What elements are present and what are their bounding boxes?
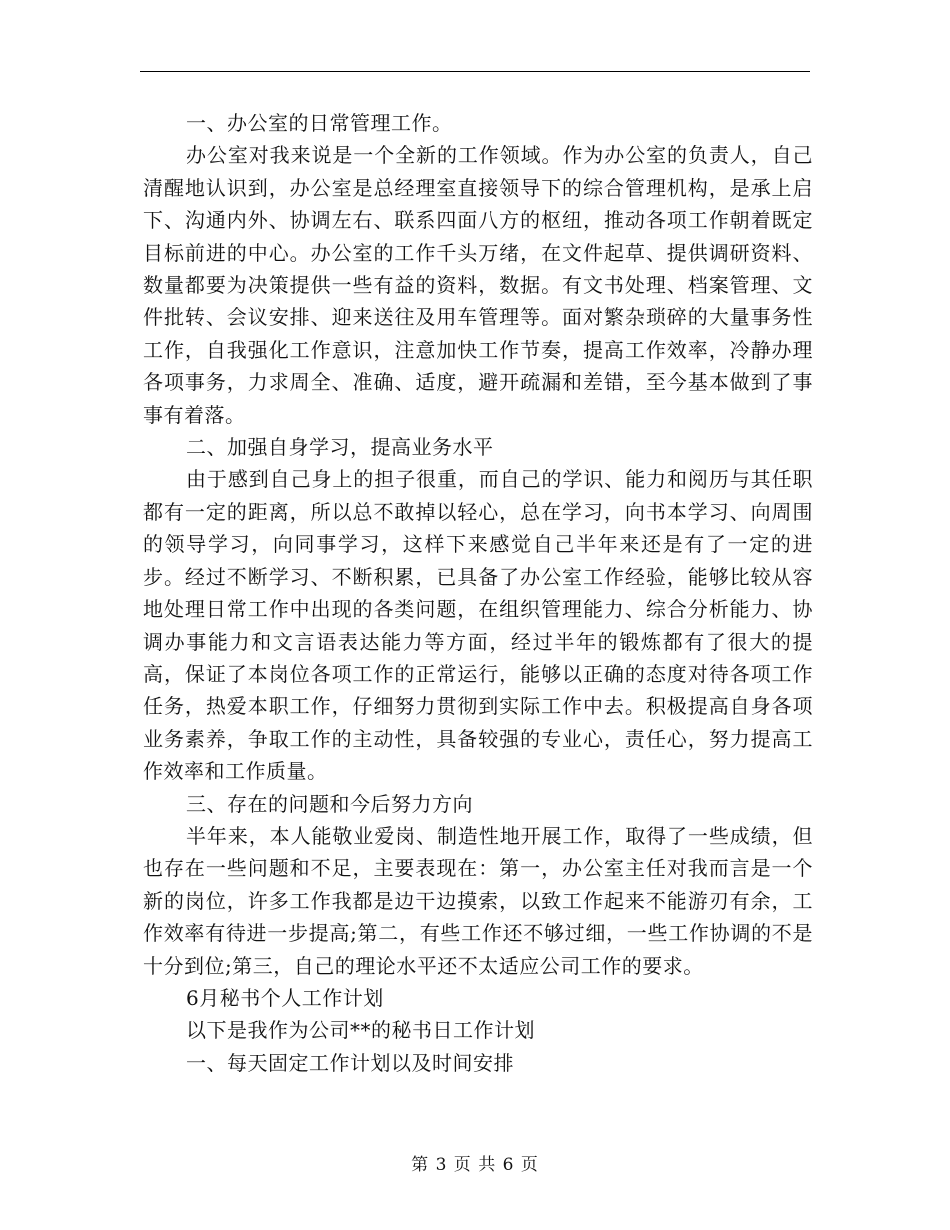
section-heading-2: 二、加强自身学习，提高业务水平 xyxy=(186,435,494,460)
header-rule xyxy=(140,71,810,72)
plan-title: 6月秘书个人工作计划 xyxy=(186,985,384,1010)
plan-intro: 以下是我作为公司**的秘书日工作计划 xyxy=(186,1018,535,1043)
section-heading-1: 一、办公室的日常管理工作。 xyxy=(186,111,453,135)
body-paragraph-2: 由于感到自己身上的担子很重，而自己的学识、能力和阅历与其任职都有一定的距离，所以总不敢掉以轻心，总在学习，向书本学习、向周围的领导学习，向同事学习，这样下来感觉自己半年来还是有了一定的进步。经过不断学习、不断积累，已具备了办公室工作经验，能够比较从容地处理日常工作中出现的各类问题，在组织管理能力、综合分析能力、协调办事能力和文言语表达能力等方面，经过半年的锻炼都有了很大的提高，保证了本岗位各项工作的正常运行，能够以正确的态度对待各项工作任务，热爱本职工作，仔细努力贯彻到实际工作中去。积极提高自身各项业务素养，争取工作的主动性，具备较强的专业心，责任心，努力提高工作效率和工作质量。 xyxy=(143,467,813,784)
page-number: 第 3 页 共 6 页 xyxy=(411,1155,539,1175)
section-heading-3: 三、存在的问题和今后努力方向 xyxy=(186,791,473,816)
document-body xyxy=(143,107,813,1079)
body-paragraph-3: 半年来，本人能敬业爱岗、制造性地开展工作，取得了一些成绩，但也存在一些问题和不足，主要表现在：第一，办公室主任对我而言是一个新的岗位，许多工作我都是边干边摸索，以致工作起来不能游刃有余，工作效率有待进一步提高;第二，有些工作还不够过细，一些工作协调的不是十分到位;第三，自己的理论水平还不太适应公司工作的要求。 xyxy=(143,823,813,978)
body-paragraph-1: 办公室对我来说是一个全新的工作领域。作为办公室的负责人，自己清醒地认识到，办公室是总经理室直接领导下的综合管理机构，是承上启下、沟通内外、协调左右、联系四面八方的枢纽，推动各项工作朝着既定目标前进的中心。办公室的工作千头万绪，在文件起草、提供调研资料、数量都要为决策提供一些有益的资料，数据。有文书处理、档案管理、文件批转、会议安排、迎来送往及用车管理等。面对繁杂琐碎的大量事务性工作，自我强化工作意识，注意加快工作节奏，提高工作效率，冷静办理各项事务，力求周全、准确、适度，避开疏漏和差错，至今基本做到了事事有着落。 xyxy=(143,143,813,427)
plan-heading-1: 一、每天固定工作计划以及时间安排 xyxy=(186,1050,514,1075)
